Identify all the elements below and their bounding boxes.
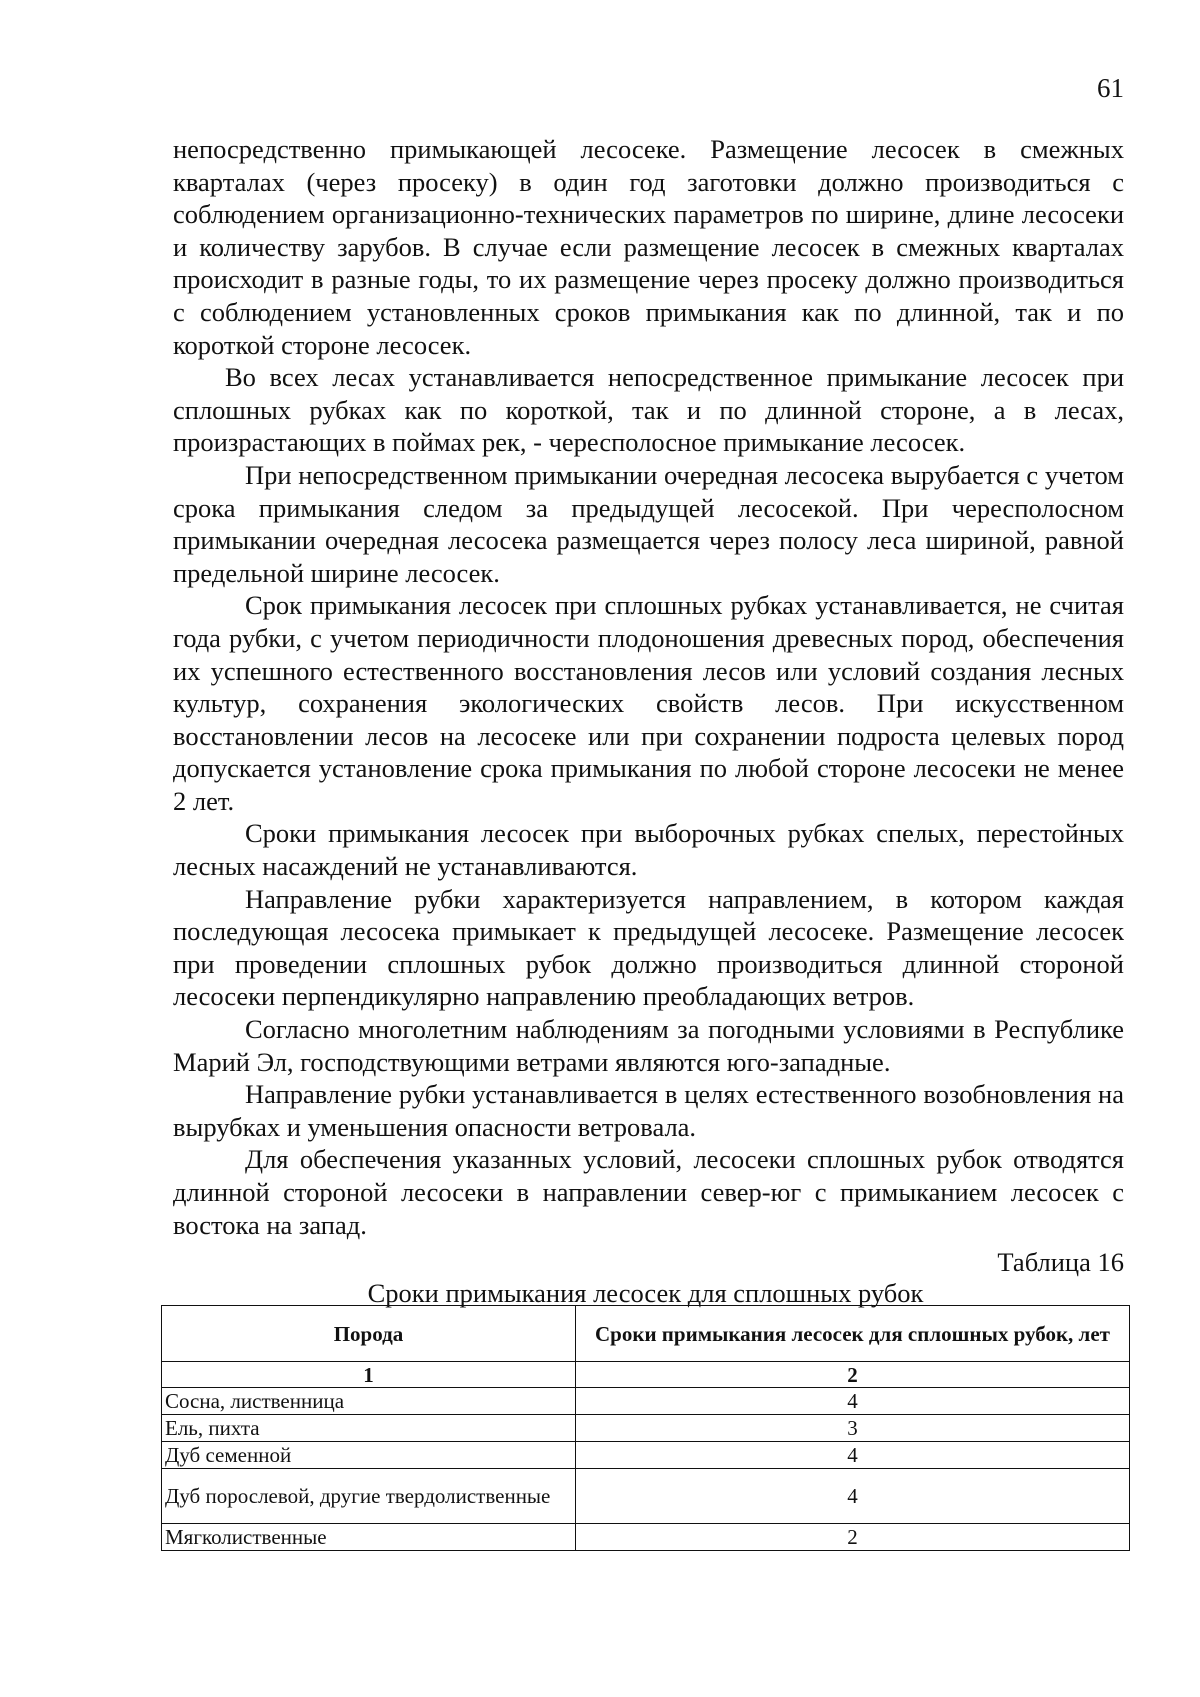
column-number-2: 2 [576,1362,1130,1388]
table-header-row [162,1306,1130,1362]
table-row [162,1415,1130,1442]
header-species: Порода [162,1306,576,1362]
paragraph-8: Направление рубки устанавливается в целях естественного возобновления на вырубках и уменьшения опасности ветровала. [173,1079,1124,1142]
page-number: 61 [1097,73,1124,103]
years-cell: 2 [576,1524,1130,1551]
paragraph-4: Срок примыкания лесосек при сплошных рубках устанавливается, не считая года рубки, с учетом периодичности плодоношения древесных пород, обеспечения их успешного естественного восстановления лесов или условий создания лесных культур, сохранения экологических свойств лесов. При искусственном восстановлении лесов на лесосеке или при сохранении подроста целевых пород допускается установление срока примыкания по любой стороне лесосеки не менее 2 лет. [173,590,1124,816]
years-cell: 4 [576,1442,1130,1469]
paragraph-3: При непосредственном примыкании очередная лесосека вырубается с учетом срока примыкания следом за предыдущей лесосекой. При чересполосном примыкании очередная лесосека размещается через полосу леса шириной, равной предельной ширине лесосек. [173,459,1124,588]
years-cell: 3 [576,1415,1130,1442]
paragraph-2: Во всех лесах устанавливается непосредственное примыкание лесосек при сплошных рубках как по короткой, так и по длинной стороне, а в лесах, произрастающих в поймах рек, - чересполосное примыкание лесосек. [173,362,1124,458]
paragraph-7: Согласно многолетним наблюдениям за погодными условиями в Республике Марий Эл, господствующими ветрами являются юго-западные. [173,1014,1124,1077]
years-cell: 4 [576,1388,1130,1415]
species-cell: Мягколиственные [162,1524,576,1551]
years-cell: 4 [576,1469,1130,1524]
table-row [162,1469,1130,1524]
paragraph-6: Направление рубки характеризуется направлением, в котором каждая последующая лесосека примыкает к предыдущей лесосеке. Размещение лесосек при проведении сплошных рубок должно производиться длинной стороной лесосеки перпендикулярно направлению преобладающих ветров. [173,883,1124,1012]
species-cell: Сосна, лиственница [162,1388,576,1415]
column-number-1: 1 [162,1362,576,1388]
table-row [162,1524,1130,1551]
paragraph-1: непосредственно примыкающей лесосеке. Размещение лесосек в смежных кварталах (через просеку) в один год заготовки должно производиться с соблюдением организационно-технических параметров по ширине, длине лесосеки и количеству зарубов. В случае если размещение лесосек в смежных кварталах происходит в разные годы, то их размещение через просеку должно производиться с соблюдением установленных сроков примыкания как по длинной, так и по короткой стороне лесосек. [173,134,1124,360]
species-cell: Ель, пихта [162,1415,576,1442]
table-column-number-row [162,1362,1130,1388]
page-body [173,133,1124,1308]
paragraph-9: Для обеспечения указанных условий, лесосеки сплошных рубок отводятся длинной стороной лесосеки в направлении север-юг с примыканием лесосек с востока на запад. [173,1144,1124,1240]
species-cell: Дуб семенной [162,1442,576,1469]
species-cell: Дуб порослевой, другие твердолиственные [162,1469,576,1524]
table-title: Сроки примыкания лесосек для сплошных рубок [367,1278,924,1309]
felling-adjacency-table [161,1305,1130,1551]
paragraph-5: Сроки примыкания лесосек при выборочных рубках спелых, перестойных лесных насаждений не устанавливаются. [173,818,1124,882]
table-row [162,1388,1130,1415]
header-adjacency-term: Сроки примыкания лесосек для сплошных рубок, лет [576,1306,1130,1362]
table-row [162,1442,1130,1469]
table-number-label: Таблица 16 [997,1247,1124,1278]
